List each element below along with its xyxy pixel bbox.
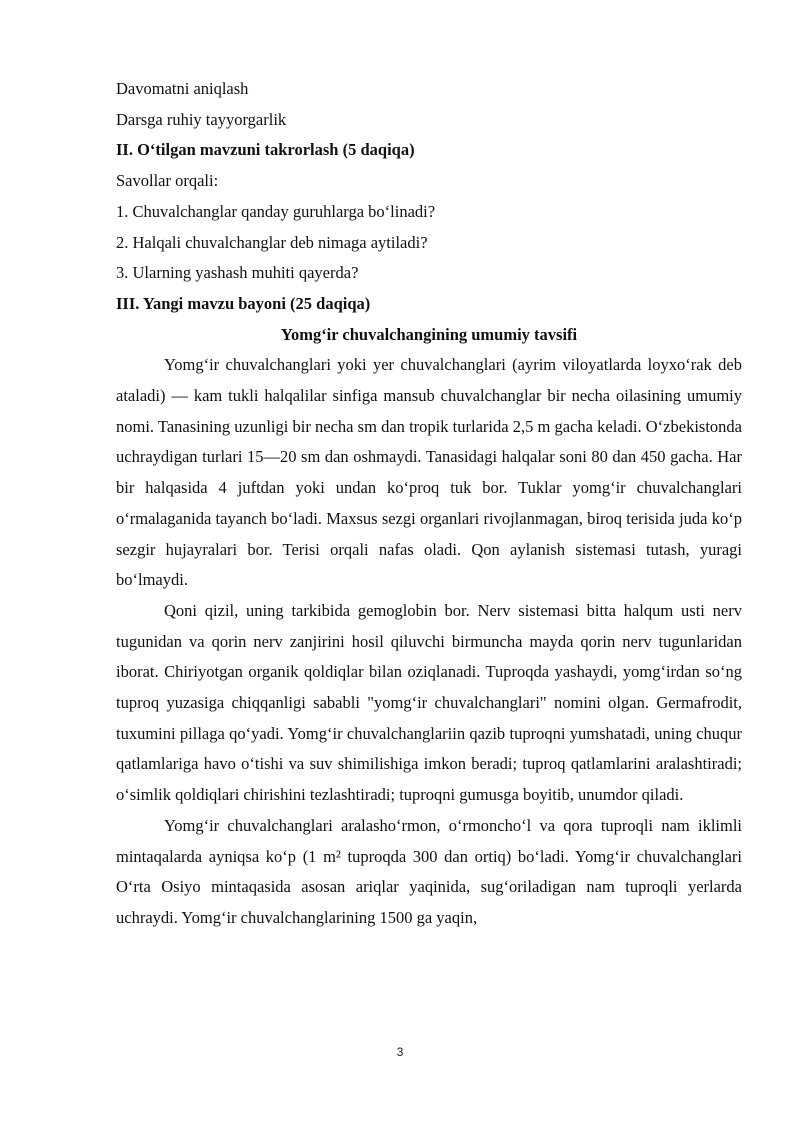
topic-heading: Yomg‘ir chuvalchangining umumiy tavsifi [280, 324, 578, 344]
page-content [116, 74, 742, 934]
via-questions-line: Savollar orqali: [116, 171, 219, 191]
paragraph-1: Yomg‘ir chuvalchanglari yoki yer chuvalchanglari (ayrim viloyatlarda loyxo‘rak deb ataladi) — kam tukli halqalilar sinfiga mansub chuvalchanglar bir necha oilasining umumiy nomi. Tanasining uzunligi bir necha sm dan tropik turlarida 2,5 m gacha keladi. O‘zbekistonda uchraydigan turlari 15—20 sm dan oshmaydi. Tanasidagi halqalar soni 80 dan 450 gacha. Har bir halqasida 4 juftdan yoki undan ko‘proq tuk bor. Tuklar yomg‘ir chuvalchanglari o‘rmalaganida tayanch bo‘ladi. Maxsus sezgi organlari rivojlanmagan, biroq terisida juda ko‘p sezgir hujayralari bor. Terisi orqali nafas oladi. Qon aylanish sistemasi tutash, yuragi bo‘lmaydi. [116, 355, 742, 590]
readiness-line: Darsga ruhiy tayyorgarlik [116, 109, 287, 129]
paragraph-3: Yomg‘ir chuvalchanglari aralasho‘rmon, o‘rmoncho‘l va qora tuproqli nam iklimli mintaqalarda ayniqsa ko‘p (1 m² tuproqda 300 dan ortiq) bo‘ladi. Yomg‘ir chuvalchanglari O‘rta Osiyo mintaqasida asosan ariqlar yaqinida, sug‘oriladigan nam tuproqli yerlarda uchraydi. Yomg‘ir chuvalchanglarining 1500 ga yaqin, [116, 815, 742, 927]
attendance-line: Davomatni aniqlash [116, 79, 249, 98]
section-2-heading: II. O‘tilgan mavzuni takrorlash (5 daqiqa) [116, 140, 415, 160]
section-3-heading: III. Yangi mavzu bayoni (25 daqiqa) [116, 293, 371, 313]
page-number: 3 [396, 1045, 404, 1059]
question-1: 1. Chuvalchanglar qanday guruhlarga bo‘linadi? [116, 201, 436, 221]
question-3: 3. Ularning yashash muhiti qayerda? [116, 263, 359, 283]
question-2: 2. Halqali chuvalchanglar deb nimaga aytiladi? [116, 232, 428, 252]
paragraph-2: Qoni qizil, uning tarkibida gemoglobin bor. Nerv sistemasi bitta halqum usti nerv tugunidan va qorin nerv zanjirini hosil qiluvchi birmuncha mayda qorin nerv tugunlaridan iborat. Chiriyotgan organik qoldiqlar bilan oziqlanadi. Tuproqda yashaydi, yomg‘irdan so‘ng tuproq yuzasiga chiqqanligi sababli "yomg‘ir chuvalchanglari" nomini olgan. Germafrodit, tuxumini pillaga qo‘yadi. Yomg‘ir chuvalchanglariin qazib tuproqni yumshatadi, uning chuqur qatlamlariga havo o‘tishi va suv shimilishiga imkon beradi; tuproq qatlamlarini aralashtiradi; o‘simlik qoldiqlari chirishini tezlashtiradi; tuproqni gumusga boyitib, unumdor qiladi. [116, 600, 742, 805]
